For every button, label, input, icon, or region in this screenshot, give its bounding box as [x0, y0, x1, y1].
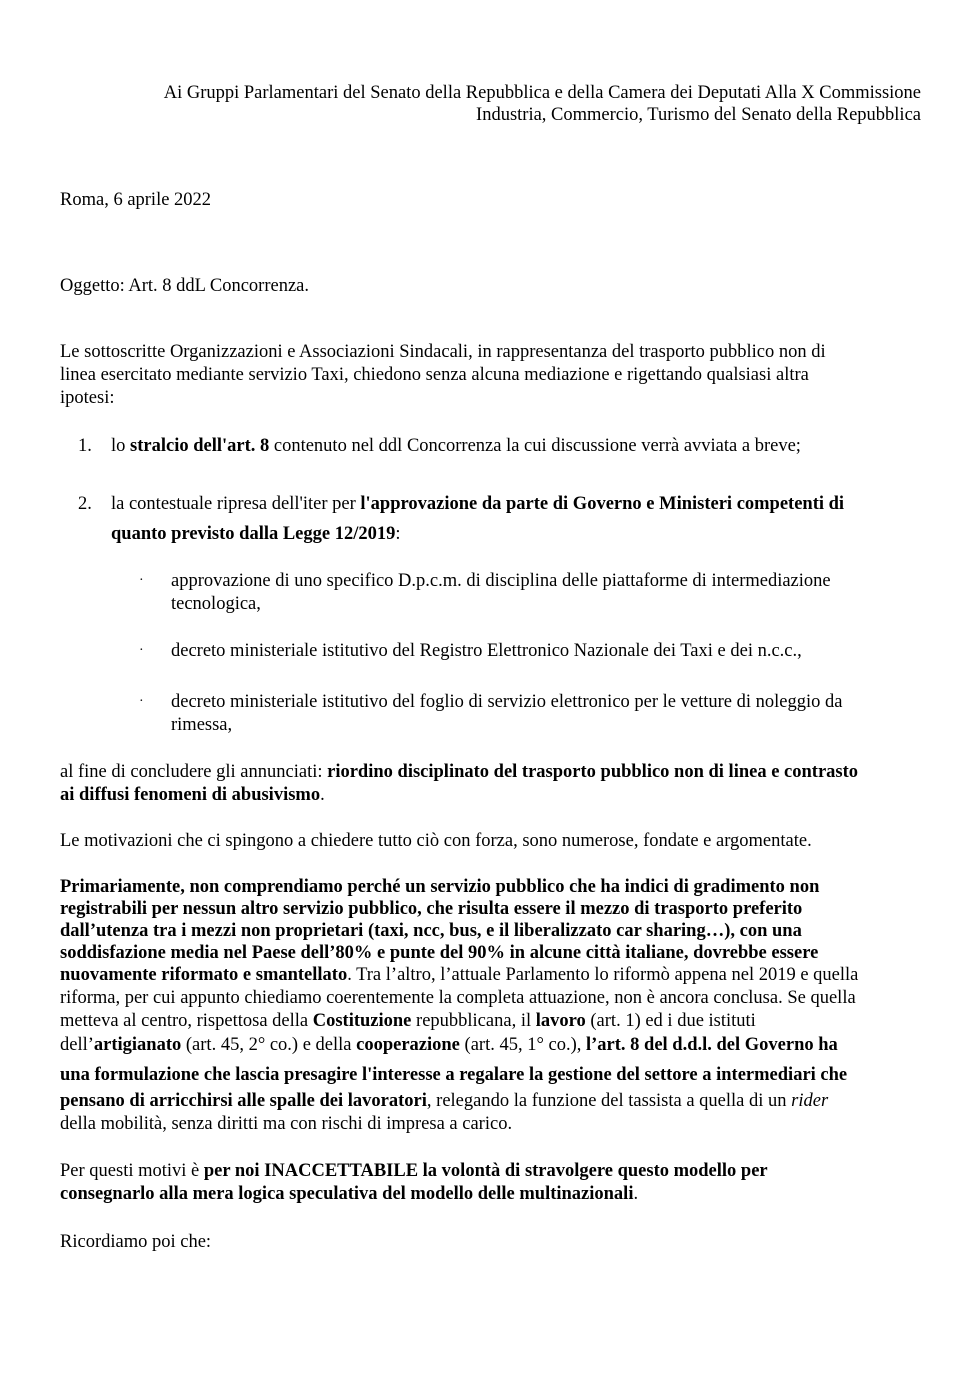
primary-line-9: una formulazione che lascia presagire l'interesse a regalare la gestione del settore a intermediari che: [60, 1065, 848, 1085]
primary-line-2: registrabili per nessun altro servizio pubblico, che risulta essere il mezzo di trasporto preferito: [60, 899, 803, 919]
bullet-symbol-2: ·: [139, 643, 144, 658]
reasons-line-2: consegnarlo alla mera logica speculativa del modello delle multinazionali.: [60, 1184, 639, 1204]
list-item-2-line-2: quanto previsto dalla Legge 12/2019:: [111, 524, 401, 544]
primary-line-11: della mobilità, senza diritti ma con rischi di impresa a carico.: [60, 1114, 513, 1134]
aim-line-2: ai diffusi fenomeni di abusivismo.: [60, 785, 325, 805]
primary-line-4: soddisfazione media nel Paese dell’80% e punte del 90% in alcune città italiane, dovrebbe essere: [60, 943, 819, 963]
primary-line-10: pensano di arricchirsi alle spalle dei lavoratori, relegando la funzione del tassista a quella di un rider: [60, 1091, 829, 1111]
letter-date: Roma, 6 aprile 2022: [60, 190, 212, 210]
list-number-1: 1.: [78, 436, 92, 456]
bullet-1-line-1: approvazione di uno specifico D.p.c.m. di disciplina delle piattaforme di intermediazione: [171, 571, 831, 591]
intro-line-1: Le sottoscritte Organizzazioni e Associazioni Sindacali, in rappresentanza del trasporto pubblico non di: [60, 342, 826, 362]
addressee-line-1: Ai Gruppi Parlamentari del Senato della Repubblica e della Camera dei Deputati Alla X Commissione: [163, 83, 921, 103]
closing-line: Ricordiamo poi che:: [60, 1232, 212, 1252]
primary-line-7: metteva al centro, rispettosa della Costituzione repubblicana, il lavoro (art. 1) ed i due istituti: [60, 1011, 756, 1031]
bullet-2-line-1: decreto ministeriale istitutivo del Registro Elettronico Nazionale dei Taxi e dei n.c.c.,: [171, 641, 802, 661]
addressee-line-2: Industria, Commercio, Turismo del Senato della Repubblica: [476, 105, 921, 125]
bullet-3-line-2: rimessa,: [171, 715, 233, 735]
list-item-2-line-1: la contestuale ripresa dell'iter per l'approvazione da parte di Governo e Ministeri competenti di: [111, 494, 845, 514]
primary-line-6: riforma, per cui appunto chiediamo coerentemente la completa attuazione, non è ancora conclusa. Se quella: [60, 988, 856, 1008]
motivations-paragraph: Le motivazioni che ci spingono a chiedere tutto ciò con forza, sono numerose, fondate e argomentate.: [60, 831, 812, 851]
primary-line-3: dall’utenza tra i mezzi non proprietari (taxi, ncc, bus, e il liberalizzato car sharing…), con una: [60, 921, 802, 941]
intro-line-2: linea esercitato mediante servizio Taxi, chiedono senza alcuna mediazione e rigettando qualsiasi altra: [60, 365, 809, 385]
primary-line-1: Primariamente, non comprendiamo perché un servizio pubblico che ha indici di gradimento non: [60, 877, 820, 897]
intro-line-3: ipotesi:: [60, 388, 115, 408]
list-number-2: 2.: [78, 494, 92, 514]
reasons-line-1: Per questi motivi è per noi INACCETTABILE la volontà di stravolgere questo modello per: [60, 1161, 768, 1181]
bullet-1-line-2: tecnologica,: [171, 594, 261, 614]
bullet-3-line-1: decreto ministeriale istitutivo del foglio di servizio elettronico per le vetture di noleggio da: [171, 692, 843, 712]
letter-subject: Oggetto: Art. 8 ddL Concorrenza.: [60, 276, 310, 296]
primary-line-8: dell’artigianato (art. 45, 2° co.) e della cooperazione (art. 45, 1° co.), l’art. 8 del d.d.l. del Governo ha: [60, 1035, 838, 1055]
bullet-symbol-3: ·: [139, 694, 144, 709]
list-item-1: lo stralcio dell'art. 8 contenuto nel ddl Concorrenza la cui discussione verrà avviata a breve;: [111, 436, 801, 456]
bullet-symbol-1: ·: [139, 573, 144, 588]
aim-line-1: al fine di concludere gli annunciati: riordino disciplinato del trasporto pubblico non di linea e contrasto: [60, 762, 859, 782]
primary-line-5: nuovamente riformato e smantellato. Tra l’altro, l’attuale Parlamento lo riformò appena nel 2019 e quella: [60, 965, 859, 985]
